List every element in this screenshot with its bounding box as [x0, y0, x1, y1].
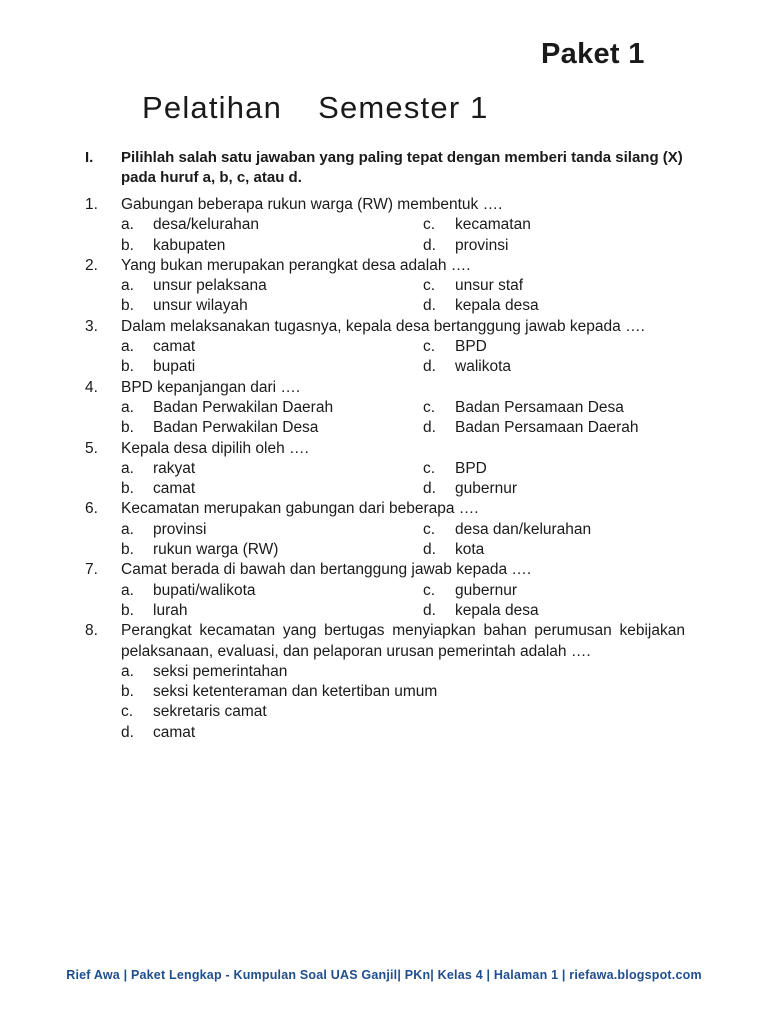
option-b: b. unsur wilayah	[121, 297, 248, 315]
option-c: c. sekretaris camat	[121, 703, 267, 721]
question-number: 8.	[85, 622, 98, 640]
option-b: b. rukun warga (RW)	[121, 541, 279, 559]
question-text: Kepala desa dipilih oleh ….	[121, 439, 309, 457]
question-5	[85, 439, 685, 500]
question-4	[85, 378, 685, 439]
question-text: Dalam melaksanakan tugasnya, kepala desa bertanggung jawab kepada ….	[121, 317, 645, 335]
option-b: b. camat	[121, 480, 196, 498]
option-b: b. kabupaten	[121, 236, 226, 254]
option-c: c. BPD	[423, 459, 487, 477]
question-3	[85, 317, 685, 378]
title-semester: Semester 1	[318, 90, 489, 125]
question-number: 4.	[85, 378, 98, 396]
question-text: BPD kepanjangan dari ….	[121, 378, 301, 396]
option-a: a. bupati/walikota	[121, 581, 256, 599]
option-a: a. seksi pemerintahan	[121, 662, 288, 680]
option-d: d. camat	[121, 723, 196, 741]
question-2	[85, 256, 685, 317]
question-6	[85, 499, 685, 560]
option-c: c. gubernur	[423, 581, 518, 599]
question-text: Gabungan beberapa rukun warga (RW) membentuk ….	[121, 196, 503, 213]
option-b: b. lurah	[121, 601, 188, 619]
option-d: d. Badan Persamaan Daerah	[423, 419, 639, 437]
paket-label: Paket 1	[541, 38, 645, 70]
option-a: a. rakyat	[121, 459, 196, 477]
option-a: a. unsur pelaksana	[121, 277, 267, 295]
instruction-text: Pilihlah salah satu jawaban yang paling tepat dengan memberi tanda silang (X) pada huruf a, b, c, atau d.	[121, 149, 683, 186]
question-1	[85, 195, 685, 256]
page-title	[142, 90, 489, 126]
option-d: d. gubernur	[423, 480, 518, 498]
question-list	[85, 195, 685, 743]
section-instruction	[85, 148, 685, 188]
question-number: 3.	[85, 317, 98, 335]
title-pelatihan: Pelatihan	[142, 90, 283, 125]
question-number: 6.	[85, 500, 98, 518]
question-text: Yang bukan merupakan perangkat desa adalah ….	[121, 256, 471, 274]
page-footer: Rief Awa | Paket Lengkap - Kumpulan Soal UAS Ganjil| PKn| Kelas 4 | Halaman 1 | riefawa.blogspot.com	[66, 968, 702, 982]
option-b: b. seksi ketenteraman dan ketertiban umum	[121, 683, 438, 701]
option-d: d. walikota	[423, 358, 511, 376]
option-a: a. desa/kelurahan	[121, 216, 259, 234]
option-c: c. kecamatan	[423, 216, 531, 234]
question-number: 2.	[85, 256, 98, 274]
question-number: 1.	[85, 196, 98, 213]
option-c: c. BPD	[423, 338, 487, 356]
question-8	[85, 621, 685, 743]
question-text: Camat berada di bawah dan bertanggung jawab kepada ….	[121, 561, 532, 579]
section-number: I.	[85, 149, 94, 166]
option-b: b. Badan Perwakilan Desa	[121, 419, 319, 437]
question-text: Kecamatan merupakan gabungan dari beberapa ….	[121, 500, 479, 518]
question-text: Perangkat kecamatan yang bertugas menyiapkan bahan perumusan kebijakan pelaksanaan, evaluasi, dan pelaporan urusan pemerintah adalah ….	[121, 622, 685, 660]
option-a: a. provinsi	[121, 520, 207, 538]
option-c: c. unsur staf	[423, 277, 524, 295]
option-a: a. camat	[121, 338, 196, 356]
option-d: d. kepala desa	[423, 601, 539, 619]
option-d: d. provinsi	[423, 236, 509, 254]
option-d: d. kepala desa	[423, 297, 539, 315]
question-number: 7.	[85, 561, 98, 579]
option-d: d. kota	[423, 541, 485, 559]
option-c: c. desa dan/kelurahan	[423, 520, 592, 538]
option-b: b. bupati	[121, 358, 196, 376]
question-7	[85, 560, 685, 621]
option-c: c. Badan Persamaan Desa	[423, 398, 624, 416]
question-number: 5.	[85, 439, 98, 457]
option-a: a. Badan Perwakilan Daerah	[121, 398, 334, 416]
